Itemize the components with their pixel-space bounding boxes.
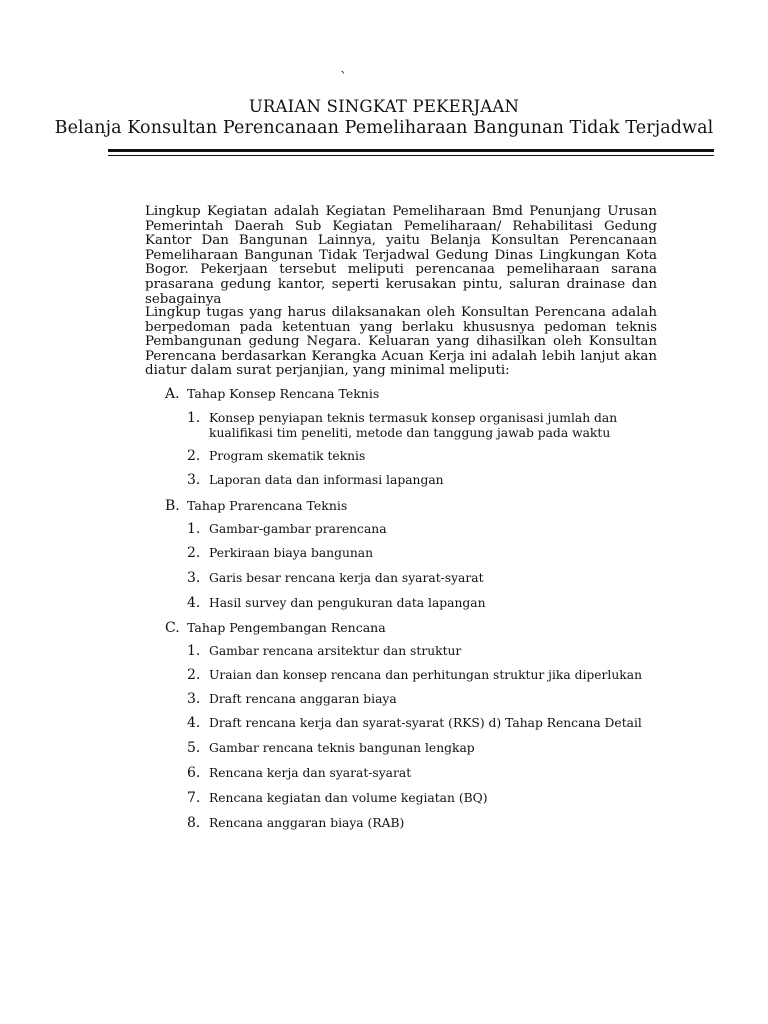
list-item [187,816,649,831]
item-number: 8. [187,815,201,831]
list-item [187,716,649,731]
list-item [187,668,649,683]
item-text: Laporan data dan informasi lapangan [209,473,444,487]
document-subtitle: Belanja Konsultan Perencanaan Pemeliharaan Bangunan Tidak Terjadwal [54,118,714,138]
scope-paragraph: Lingkup tugas yang harus dilaksanakan oleh Konsultan Perencana adalah berpedoman pada ketentuan yang berlaku khususnya pedoman teknis Pembangunan gedung Negara. Keluaran yang dihasilkan oleh Konsultan Perencana berdasarkan Kerangka Acuan Kerja ini adalah lebih lanjut akan diatur dalam surat perjanjian, yang minimal meliputi: [145,305,657,379]
section-letter: C. [165,620,180,636]
item-text: Draft rencana kerja dan syarat-syarat (RKS) d) Tahap Rencana Detail [209,716,642,730]
item-number: 1. [187,643,201,659]
item-text: Gambar rencana arsitektur dan struktur [209,644,462,658]
item-number: 2. [187,667,201,683]
item-text: Rencana kerja dan syarat-syarat [209,766,412,780]
list-item [187,741,649,756]
item-number: 4. [187,715,201,731]
list-item [187,411,649,441]
list-item [187,692,649,707]
item-text: Konsep penyiapan teknis termasuk konsep organisasi jumlah dan kualifikasi tim peneliti, metode dan tanggung jawab pada waktu [209,411,618,440]
stray-mark: ` [340,70,347,86]
item-number: 3. [187,472,201,488]
item-number: 3. [187,570,201,586]
section-title: Tahap Prarencana Teknis [187,498,348,513]
list-item [187,571,649,586]
section-title: Tahap Pengembangan Rencana [187,620,386,635]
item-number: 4. [187,595,201,611]
section-b-heading [165,498,347,514]
title-rule-thick [108,149,714,152]
item-text: Gambar rencana teknis bangunan lengkap [209,741,475,755]
section-c-heading [165,620,386,636]
item-number: 6. [187,765,201,781]
item-number: 3. [187,691,201,707]
list-item [187,766,649,781]
item-number: 1. [187,410,201,426]
item-text: Uraian dan konsep rencana dan perhitungan struktur jika diperlukan [209,668,642,682]
section-letter: B. [165,498,180,514]
list-item [187,546,649,561]
list-item [187,791,649,806]
list-item [187,449,649,464]
item-text: Perkiraan biaya bangunan [209,546,374,560]
title-rule-thin [108,155,714,156]
item-number: 1. [187,521,201,537]
item-number: 2. [187,448,201,464]
item-text: Garis besar rencana kerja dan syarat-syarat [209,571,484,585]
item-number: 2. [187,545,201,561]
item-text: Hasil survey dan pengukuran data lapangan [209,596,486,610]
item-text: Program skematik teknis [209,449,366,463]
list-item [187,644,649,659]
item-number: 5. [187,740,201,756]
document-title: URAIAN SINGKAT PEKERJAAN [248,97,520,116]
list-item [187,596,649,611]
item-number: 7. [187,790,201,806]
item-text: Gambar-gambar prarencana [209,522,387,536]
intro-paragraph: Lingkup Kegiatan adalah Kegiatan Pemeliharaan Bmd Penunjang Urusan Pemerintah Daerah Sub Kegiatan Pemeliharaan/ Rehabilitasi Gedung Kantor Dan Bangunan Lainnya, yaitu Belanja Konsultan Perencanaan Pemeliharaan Bangunan Tidak Terjadwal Gedung Dinas Lingkungan Kota Bogor. Pekerjaan tersebut meliputi perencanaa pemeliharaan sarana prasarana gedung kantor, seperti kerusakan pintu, saluran drainase dan sebagainya [145,204,657,307]
list-item [187,473,649,488]
item-text: Draft rencana anggaran biaya [209,692,397,706]
item-text: Rencana anggaran biaya (RAB) [209,816,405,830]
section-title: Tahap Konsep Rencana Teknis [187,386,380,401]
item-text: Rencana kegiatan dan volume kegiatan (BQ) [209,791,488,805]
section-letter: A. [165,386,180,402]
section-a-heading [165,386,379,402]
list-item [187,522,649,537]
